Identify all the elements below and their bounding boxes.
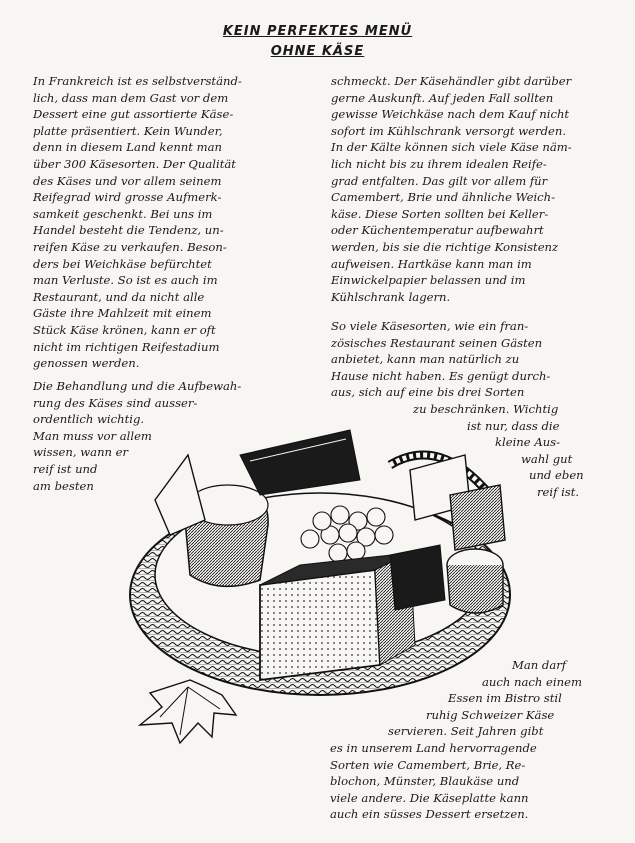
text-line: gewisse Weichkäse nach dem Kauf nicht bbox=[331, 107, 570, 122]
text-line: samkeit geschenkt. Bei uns im bbox=[33, 206, 213, 221]
text-line: käse. Diese Sorten sollten bei Keller- bbox=[331, 206, 549, 221]
text-line: zu beschränken. Wichtig bbox=[413, 401, 559, 416]
text-line: Man darf bbox=[512, 658, 567, 672]
text-line: Reifegrad wird grosse Aufmerk- bbox=[33, 190, 222, 205]
text-line: wissen, wann er bbox=[33, 445, 129, 460]
text-line: In der Kälte können sich viele Käse näm- bbox=[331, 140, 572, 155]
text-line: ruhig Schweizer Käse bbox=[426, 707, 555, 722]
text-line: Sorten wie Camembert, Brie, Re- bbox=[330, 757, 526, 772]
text-line: So viele Käsesorten, wie ein fran- bbox=[331, 319, 529, 333]
text-line: lich nicht bis zu ihrem idealen Reife- bbox=[331, 156, 547, 171]
text-line: reif ist und bbox=[33, 461, 98, 476]
text-line: reif ist. bbox=[537, 484, 580, 499]
text-line: Handel besteht die Tendenz, un- bbox=[33, 223, 224, 238]
text-line: gerne Auskunft. Auf jeden Fall sollten bbox=[331, 90, 554, 105]
text-line: ist nur, dass die bbox=[467, 418, 560, 433]
text-line: aufweisen. Hartkäse kann man im bbox=[331, 256, 532, 271]
title-line-2: OHNE KÄSE bbox=[270, 44, 365, 59]
text-line: man Verluste. So ist es auch im bbox=[33, 273, 218, 288]
text-line: sofort im Kühlschrank versorgt werden. bbox=[331, 123, 567, 138]
text-line: Dessert eine gut assortierte Käse- bbox=[33, 107, 234, 122]
text-line: Stück Käse krönen, kann er oft bbox=[33, 322, 216, 337]
right-column-paragraph-1 bbox=[331, 73, 572, 305]
text-line: denn in diesem Land kennt man bbox=[33, 140, 222, 155]
text-line: lich, dass man dem Gast vor dem bbox=[33, 90, 229, 105]
text-line: blochon, Münster, Blaukäse und bbox=[330, 774, 520, 789]
text-line: auch ein süsses Dessert ersetzen. bbox=[330, 807, 529, 822]
text-line: Restaurant, und da nicht alle bbox=[33, 289, 205, 304]
text-line: Kühlschrank lagern. bbox=[331, 289, 451, 304]
text-line: Essen im Bistro stil bbox=[448, 691, 562, 706]
text-line: kleine Aus- bbox=[495, 435, 561, 450]
text-line: platte präsentiert. Kein Wunder, bbox=[33, 123, 223, 138]
text-line: aus, sich auf eine bis drei Sorten bbox=[331, 385, 525, 400]
text-line: werden, bis sie die richtige Konsistenz bbox=[331, 239, 559, 254]
text-line: Hause nicht haben. Es genügt durch- bbox=[331, 368, 551, 383]
text-line: zösisches Restaurant seinen Gästen bbox=[331, 335, 543, 350]
text-line: genossen werden. bbox=[33, 356, 140, 371]
text-line: reifen Käse zu verkaufen. Beson- bbox=[33, 239, 227, 254]
text-line: viele andere. Die Käseplatte kann bbox=[330, 790, 529, 805]
text-line: Gäste ihre Mahlzeit mit einem bbox=[33, 306, 212, 321]
text-line: des Käses und vor allem seinem bbox=[33, 173, 222, 188]
text-line: über 300 Käsesorten. Der Qualität bbox=[33, 156, 236, 171]
text-line: oder Küchentemperatur aufbewahrt bbox=[331, 223, 544, 238]
cheese-basket-icon bbox=[110, 425, 530, 755]
text-line: auch nach einem bbox=[482, 674, 582, 689]
text-line: es in unserem Land hervorragende bbox=[330, 740, 537, 755]
text-line: und eben bbox=[529, 468, 584, 483]
text-line: nicht im richtigen Reifestadium bbox=[33, 339, 220, 354]
title-line-1: KEIN PERFEKTES MENÜ bbox=[222, 24, 413, 39]
text-line: Camembert, Brie und ähnliche Weich- bbox=[331, 190, 556, 205]
left-column-paragraph-1 bbox=[33, 73, 242, 372]
text-line: am besten bbox=[33, 478, 94, 493]
text-line: schmeckt. Der Käsehändler gibt darüber bbox=[331, 74, 572, 88]
text-line: ders bei Weichkäse befürchtet bbox=[33, 256, 212, 271]
text-line: ordentlich wichtig. bbox=[33, 412, 145, 427]
text-line: In Frankreich ist es selbstverständ- bbox=[33, 74, 242, 88]
text-line: rung des Käses sind ausser- bbox=[33, 395, 198, 410]
text-line: wahl gut bbox=[521, 451, 573, 466]
text-line: Einwickelpapier belassen und im bbox=[331, 273, 526, 288]
text-line: grad entfalten. Das gilt vor allem für bbox=[331, 173, 548, 188]
text-line: Man muss vor allem bbox=[33, 428, 152, 443]
text-line: Die Behandlung und die Aufbewah- bbox=[33, 379, 242, 393]
text-line: anbietet, kann man natürlich zu bbox=[331, 352, 520, 367]
text-line: servieren. Seit Jahren gibt bbox=[388, 724, 544, 739]
